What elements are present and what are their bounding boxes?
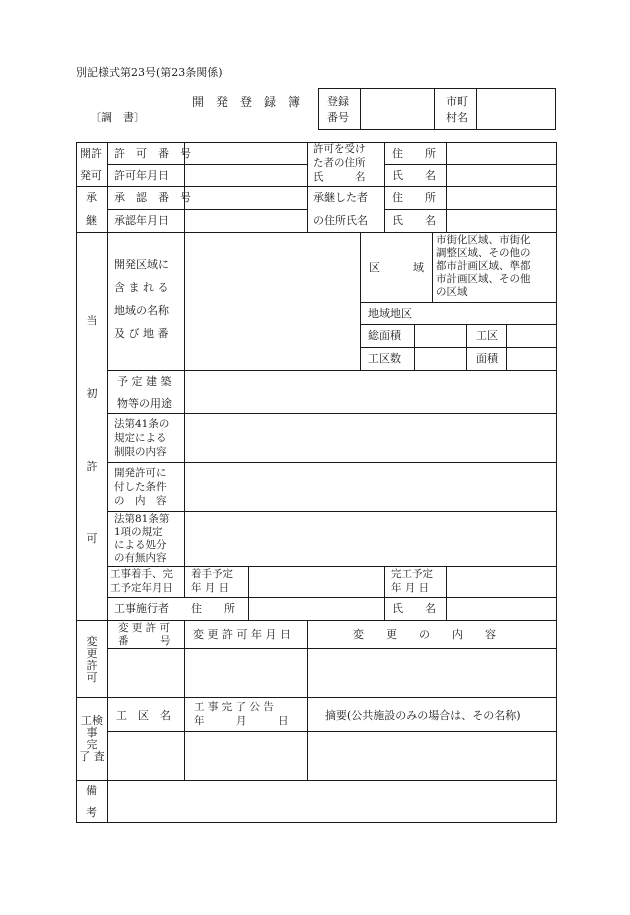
art41-label-1: 法第41条の	[114, 418, 170, 430]
inspection-side-3: 完	[86, 738, 98, 751]
initial-side-3: 許	[86, 460, 98, 473]
schedule-label-1: 工事着手、完	[110, 568, 173, 580]
permit-address-label: 住 所	[392, 147, 436, 160]
inspection-side-4: 了 査	[79, 750, 105, 763]
zone-text-1: 市街化区域、市街化	[436, 234, 531, 246]
initial-side-4: 可	[86, 532, 98, 545]
approval-date-label: 承認年月日	[114, 214, 169, 227]
completion-notice-label-top: 工 事 完 了 公 告	[194, 701, 274, 713]
inspection-side-1: 工検	[81, 714, 103, 727]
zone-text-3: 都市計画区域、準都	[436, 260, 531, 272]
building-use-label-1: 予 定 建 築	[117, 375, 172, 388]
initial-side-label	[80, 232, 104, 620]
change-date-label: 変 更 許 可 年 月 日	[193, 628, 291, 641]
contractor-name-label: 氏 名	[392, 602, 436, 615]
succession-side-top: 承	[86, 191, 97, 204]
successor-name-label: 氏 名	[392, 214, 436, 227]
inspection-side-label	[79, 715, 105, 763]
start-label-1: 着手予定	[191, 568, 233, 580]
inspection-side-2: 事	[86, 726, 98, 739]
start-label-2: 年 月 日	[191, 582, 230, 594]
summary-label: 摘要(公共施設のみの場合は、その名称)	[325, 709, 521, 722]
succession-side-bottom: 継	[86, 214, 97, 227]
zone-text-5: の区域	[436, 286, 468, 298]
conditions-label-2: 付した条件	[114, 481, 167, 493]
district-label: 地域地区	[368, 307, 412, 320]
change-side-label	[80, 636, 104, 684]
change-side-4: 可	[86, 671, 98, 684]
change-side-2: 更	[86, 647, 98, 660]
change-number-label-1: 変 更 許 可	[118, 622, 171, 634]
area-label-3: 地域の名称	[114, 304, 169, 317]
successor-label-bottom: の住所氏名	[313, 214, 368, 227]
contractor-label: 工事施行者	[114, 602, 169, 615]
contractor-address-label: 住 所	[191, 602, 235, 615]
completion-notice-label-bottom: 年 月 日	[194, 715, 289, 727]
zone-label: 区 域	[369, 261, 424, 274]
initial-side-1: 当	[86, 314, 98, 327]
art41-label-3: 制限の内容	[114, 446, 167, 458]
permit-number-label: 許 可 番 号	[114, 147, 191, 160]
area-small-label: 面積	[476, 352, 498, 365]
registration-no-label-2: 番号	[327, 111, 349, 124]
permit-receiver-label-3: 氏 名	[313, 171, 366, 183]
permit-side-bottom: 発可	[80, 169, 102, 182]
zone-text-4: 市計画区域、その他	[436, 273, 531, 285]
municipality-label-2: 村名	[446, 111, 468, 124]
change-content-label: 変 更 の 内 容	[353, 628, 496, 641]
complete-label-1: 完工予定	[391, 568, 433, 580]
zone-text-2: 調整区域、その他の	[436, 247, 531, 259]
section-count-label: 工区数	[368, 352, 401, 365]
area-label-1: 開発区域に	[114, 258, 169, 271]
art81-label-1: 法第81条第	[114, 513, 170, 525]
art81-label-3: による処分	[114, 539, 167, 551]
change-side-3: 許	[86, 659, 98, 672]
permit-date-label: 許可年月日	[114, 169, 169, 182]
document-kind: 〔調 書〕	[90, 111, 145, 124]
art81-label-2: 1項の規定	[114, 526, 163, 538]
permit-receiver-label-1: 許可を受け	[313, 143, 366, 155]
remarks-side-1: 備	[86, 784, 97, 797]
building-use-label-2: 物等の用途	[117, 397, 172, 410]
section-name-label: 工 区 名	[116, 709, 171, 722]
permit-receiver-label-2: た者の住所	[313, 157, 366, 169]
approval-number-label: 承 認 番 号	[114, 191, 191, 204]
area-label-4: 及 び 地 番	[114, 327, 169, 340]
successor-address-label: 住 所	[392, 191, 436, 204]
change-number-label-2: 番 号	[118, 635, 171, 647]
complete-label-2: 年 月 日	[391, 582, 430, 594]
registration-box	[318, 88, 556, 130]
change-side-1: 変	[86, 635, 98, 648]
conditions-label-1: 開発許可に	[114, 467, 167, 479]
area-label-2: 含 ま れ る	[114, 281, 169, 294]
permit-side-top: 開許	[80, 147, 102, 160]
art81-label-4: の有無内容	[114, 552, 167, 564]
permit-name-label: 氏 名	[392, 169, 436, 182]
registration-no-label-1: 登録	[327, 95, 349, 108]
conditions-label-3: の 内 容	[114, 495, 167, 507]
art41-label-2: 規定による	[114, 432, 167, 444]
total-area-label: 総面積	[368, 329, 401, 342]
successor-label-top: 承継した者	[313, 191, 368, 204]
page-title: 開 発 登 録 簿	[192, 95, 301, 109]
section-label: 工区	[476, 329, 498, 342]
initial-side-2: 初	[86, 387, 98, 400]
municipality-label-1: 市町	[446, 95, 468, 108]
remarks-side-2: 考	[86, 806, 97, 819]
form-number: 別記様式第23号(第23条関係)	[76, 66, 223, 79]
schedule-label-2: 工予定年月日	[110, 582, 173, 594]
